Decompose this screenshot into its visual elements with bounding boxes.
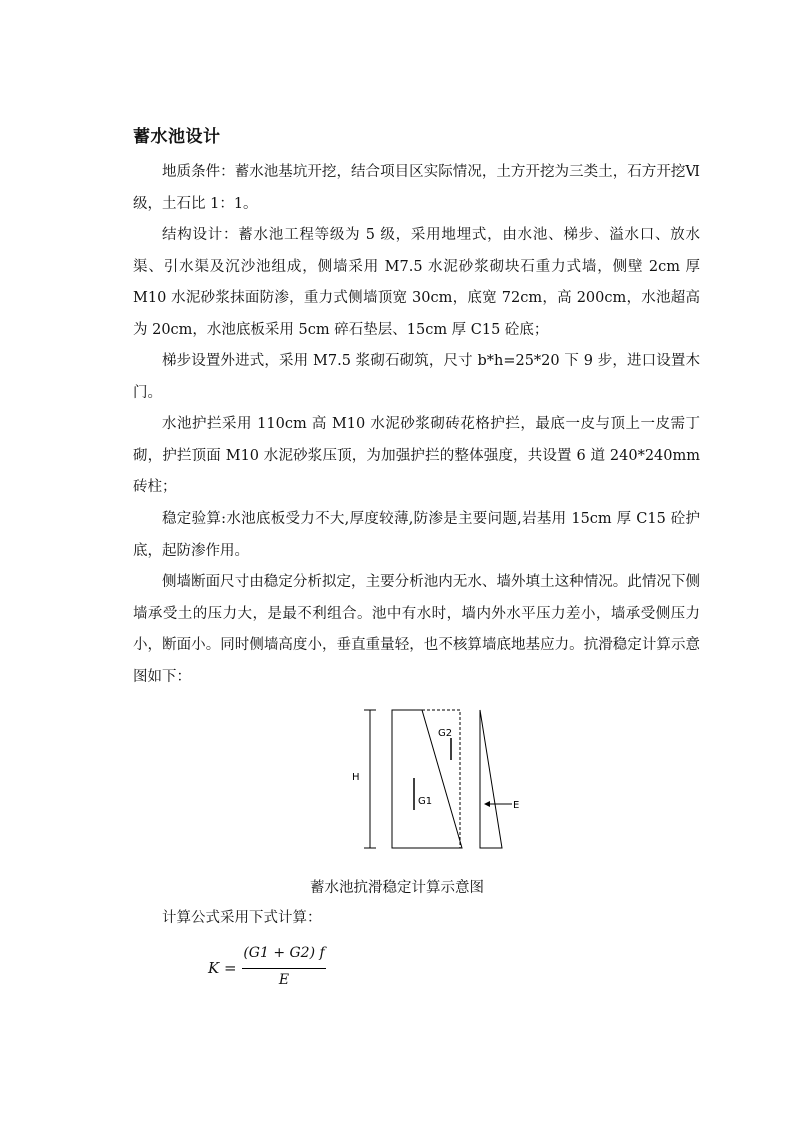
anti-sliding-diagram [350, 700, 530, 855]
paragraph-structure: 结构设计：蓄水池工程等级为 5 级，采用地埋式，由水池、梯步、溢水口、放水渠、引水渠及沉沙池组成，侧墙采用 M7.5 水泥砂浆砌块石重力式墙，侧壁 2cm 厚 M10 水泥砂浆抹面防渗，重力式侧墙顶宽 30cm，底宽 72cm，高 200cm，水池超高为 20cm，水池底板采用 5cm 碎石垫层、15cm 厚 C15 砼底； [133, 227, 700, 338]
label-h: H [352, 772, 360, 783]
formula-numerator: (G1 + G2) f [243, 945, 325, 961]
paragraph-stability: 稳定验算:水池底板受力不大,厚度较薄,防渗是主要问题,岩基用 15cm 厚 C15 砼护底，起防渗作用。 [133, 511, 700, 559]
formula [208, 945, 338, 995]
paragraph-sidewall: 侧墙断面尺寸由稳定分析拟定，主要分析池内无水、墙外填土这种情况。此情况下侧墙承受土的压力大，是最不利组合。池中有水时，墙内外水平压力差小，墙承受侧压力小，断面小。同时侧墙高度小，垂直重量轻，也不核算墙底地基应力。抗滑稳定计算示意图如下： [133, 574, 700, 685]
formula-denominator: E [278, 972, 290, 988]
label-e: E [513, 800, 520, 811]
formula-eq: = [224, 959, 237, 977]
earth-pressure-triangle [480, 710, 502, 848]
formula-lhs: K [208, 959, 220, 977]
fraction-bar [242, 968, 326, 969]
label-g1: G1 [418, 796, 433, 807]
paragraph-steps: 梯步设置外进式，采用 M7.5 浆砌石砌筑，尺寸 b*h=25*20 下 9 步，进口设置木门。 [133, 353, 700, 401]
label-g2: G2 [438, 728, 453, 739]
diagram-caption: 蓄水池抗滑稳定计算示意图 [310, 880, 484, 896]
formula-intro: 计算公式采用下式计算： [162, 910, 322, 926]
paragraph-railing: 水池护拦采用 110cm 高 M10 水泥砂浆砌砖花格护拦，最底一皮与顶上一皮需丁砌，护拦顶面 M10 水泥砂浆压顶，为加强护拦的整体强度，共设置 6 道 240*240mm 砖柱； [133, 416, 700, 495]
paragraph-geology: 地质条件：蓄水池基坑开挖，结合项目区实际情况，土方开挖为三类土，石方开挖Ⅵ级，土石比 1：1。 [133, 164, 700, 212]
section-title: 蓄水池设计 [133, 127, 221, 147]
